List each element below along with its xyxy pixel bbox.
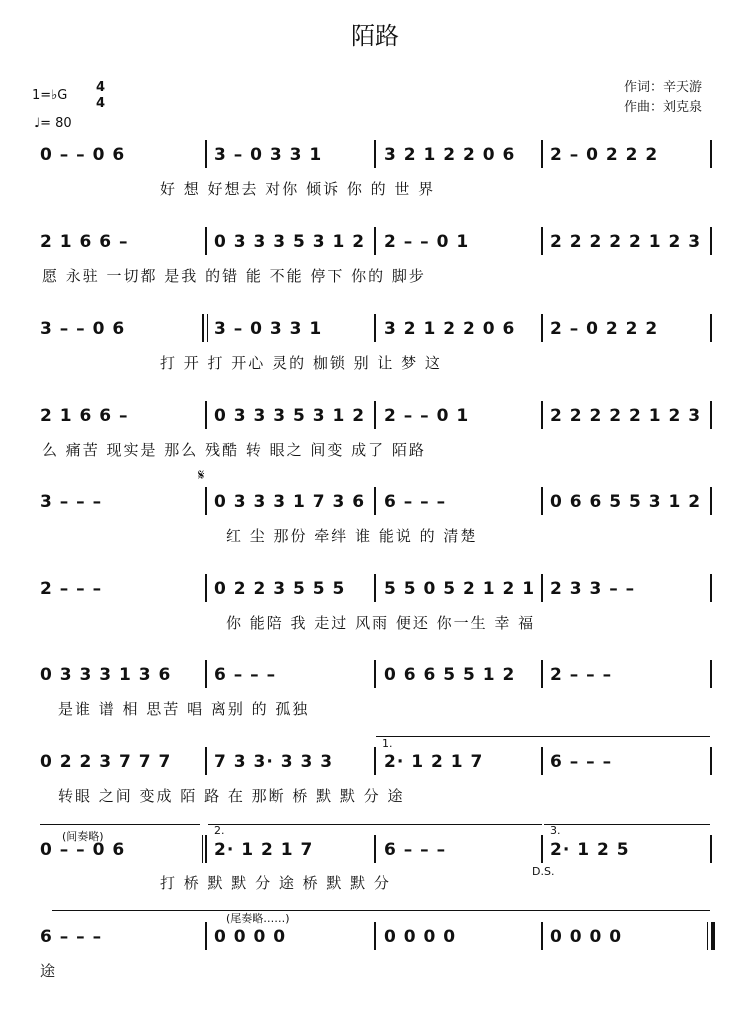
row7-measure4: 2 – – –: [550, 665, 613, 685]
row1-measure2: 3 – 0 3 3 1: [214, 145, 323, 165]
barline: [205, 227, 207, 255]
barline: [205, 922, 207, 950]
row4-measure1: 2 1 6 6 –: [40, 406, 129, 426]
barline: [374, 487, 376, 515]
row2-measure1: 2 1 6 6 –: [40, 232, 129, 252]
row4-measure2: 0 3 3 3 5 3 1 2: [214, 406, 366, 426]
row2-lyrics: 愿 永驻 一切都 是我 的错 能 不能 停下 你的 脚步: [42, 267, 426, 285]
barline: [374, 660, 376, 688]
barline: [541, 487, 543, 515]
row9-measure1: 0 – – 0 6: [40, 840, 126, 860]
repeat-barline-thin: [202, 835, 203, 863]
barline: [710, 747, 712, 775]
barline: [710, 314, 712, 342]
final-barline-thick: [711, 922, 715, 950]
barline: [374, 574, 376, 602]
barline: [541, 574, 543, 602]
barline: [541, 140, 543, 168]
row7-measure3: 0 6 6 5 5 1 2: [384, 665, 516, 685]
song-title: 陌路: [351, 22, 399, 50]
segno-sign: 𝄋: [198, 466, 205, 484]
row2-measure4: 2 2 2 2 2 1 2 3: [550, 232, 702, 252]
barline: [710, 401, 712, 429]
final-barline-thin: [707, 922, 708, 950]
row10-lyrics: 途: [40, 962, 58, 980]
row3-measure3: 3 2 1 2 2 0 6: [384, 319, 516, 339]
row6-measure1: 2 – – –: [40, 579, 103, 599]
composer-credit: 作曲：刘克泉: [624, 100, 703, 115]
barline: [374, 227, 376, 255]
barline: [374, 922, 376, 950]
row9-measure2: 2· 1 2 1 7: [214, 840, 314, 860]
row8-measure4: 6 – – –: [550, 752, 613, 772]
row10-measure3: 0 0 0 0: [384, 927, 457, 947]
volta-bracket-2: [208, 824, 542, 825]
barline: [374, 140, 376, 168]
barline: [710, 227, 712, 255]
interlude-bracket: [40, 824, 200, 825]
row8-measure3: 2· 1 2 1 7: [384, 752, 484, 772]
barline: [205, 574, 207, 602]
row10-measure1: 6 – – –: [40, 927, 103, 947]
row3-measure1: 3 – – 0 6: [40, 319, 126, 339]
interlude-note: (间奏略): [62, 830, 104, 843]
row5-measure3: 6 – – –: [384, 492, 447, 512]
row10-measure4: 0 0 0 0: [550, 927, 623, 947]
row9-measure4: 2· 1 2 5: [550, 840, 630, 860]
row8-measure1: 0 2 2 3 7 7 7: [40, 752, 172, 772]
barline: [205, 140, 207, 168]
key-signature: 1=♭G: [32, 88, 68, 103]
row5-measure4: 0 6 6 5 5 3 1 2: [550, 492, 702, 512]
row4-lyrics: 么 痛苦 现实是 那么 残酷 转 眼之 间变 成了 陌路: [42, 441, 426, 459]
meter-bottom: 4: [96, 96, 106, 111]
barline: [374, 835, 376, 863]
volta-bracket-1: [376, 736, 710, 737]
volta-label-2: 2.: [214, 824, 225, 837]
row10-measure2: 0 0 0 0: [214, 927, 287, 947]
repeat-barline-thick: [202, 314, 204, 342]
barline: [710, 574, 712, 602]
barline: [541, 922, 543, 950]
barline: [541, 227, 543, 255]
barline: [710, 660, 712, 688]
barline: [710, 835, 712, 863]
row1-measure1: 0 – – 0 6: [40, 145, 126, 165]
row6-measure2: 0 2 2 3 5 5 5: [214, 579, 346, 599]
repeat-barline-thin: [207, 314, 208, 342]
barline: [205, 401, 207, 429]
lyricist-credit: 作词：辛天游: [624, 80, 703, 95]
volta-bracket-3: [544, 824, 710, 825]
barline: [541, 835, 543, 863]
meter-top: 4: [96, 80, 106, 95]
row3-measure2: 3 – 0 3 3 1: [214, 319, 323, 339]
outro-note: (尾奏略……): [226, 912, 290, 925]
barline: [374, 314, 376, 342]
row9-measure3: 6 – – –: [384, 840, 447, 860]
volta-label-1: 1.: [382, 737, 393, 750]
row2-measure2: 0 3 3 3 5 3 1 2: [214, 232, 366, 252]
barline: [710, 140, 712, 168]
row7-lyrics: 是谁 谱 相 思苦 唱 离别 的 孤独: [58, 700, 310, 718]
row3-lyrics: 打 开 打 开心 灵的 枷锁 别 让 梦 这: [160, 354, 442, 372]
barline: [205, 660, 207, 688]
row1-lyrics: 好 想 好想去 对你 倾诉 你 的 世 界: [160, 180, 436, 198]
tempo-mark: ♩= 80: [34, 116, 72, 131]
row3-measure4: 2 – 0 2 2 2: [550, 319, 659, 339]
dal-segno-mark: D.S.: [532, 865, 555, 878]
barline: [205, 747, 207, 775]
coda-bracket: [52, 910, 710, 911]
row6-measure3: 5 5 0 5 2 1 2 1: [384, 579, 536, 599]
repeat-barline-thick: [205, 835, 207, 863]
barline: [374, 401, 376, 429]
row8-measure2: 7 3 3· 3 3 3: [214, 752, 334, 772]
row6-measure4: 2 3 3 – –: [550, 579, 636, 599]
row7-measure2: 6 – – –: [214, 665, 277, 685]
row4-measure3: 2 – – 0 1: [384, 406, 470, 426]
barline: [205, 487, 207, 515]
row8-lyrics: 转眼 之间 变成 陌 路 在 那断 桥 默 默 分 途: [58, 787, 405, 805]
row5-lyrics: 红 尘 那份 牵绊 谁 能说 的 清楚: [226, 527, 478, 545]
row1-measure3: 3 2 1 2 2 0 6: [384, 145, 516, 165]
volta-label-3: 3.: [550, 824, 561, 837]
row5-measure1: 3 – – –: [40, 492, 103, 512]
row6-lyrics: 你 能陪 我 走过 风雨 便还 你一生 幸 福: [226, 614, 536, 632]
barline: [541, 747, 543, 775]
barline: [541, 401, 543, 429]
row4-measure4: 2 2 2 2 2 1 2 3: [550, 406, 702, 426]
row5-measure2: 0 3 3 3 1 7 3 6: [214, 492, 366, 512]
row2-measure3: 2 – – 0 1: [384, 232, 470, 252]
row7-measure1: 0 3 3 3 1 3 6: [40, 665, 172, 685]
barline: [541, 660, 543, 688]
barline: [541, 314, 543, 342]
barline: [710, 487, 712, 515]
barline: [374, 747, 376, 775]
row9-lyrics: 打 桥 默 默 分 途 桥 默 默 分: [160, 874, 391, 892]
row1-measure4: 2 – 0 2 2 2: [550, 145, 659, 165]
